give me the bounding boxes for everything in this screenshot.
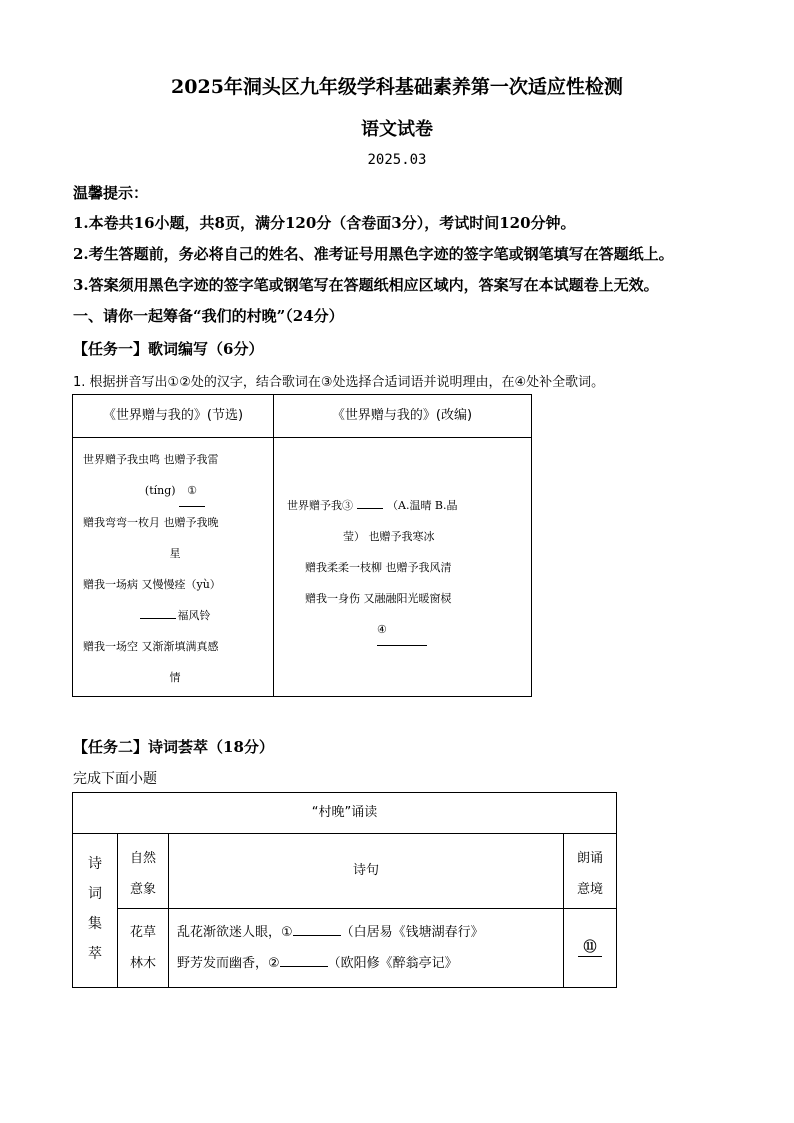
row-mood [564, 917, 616, 979]
header-mood: 朗诵 意境 [576, 851, 603, 897]
answer-blank-4: ④ [377, 614, 427, 646]
tip-item: 3.答案须用黑色字迹的签字笔或钢笔写在答题纸相应区域内，答案写在本试题卷上无效。 [73, 276, 659, 294]
lyric-line: 福风铃 [83, 600, 267, 631]
original-lyrics [83, 444, 267, 693]
tips-heading: 温馨提示： [73, 184, 149, 202]
answer-blank-poem-1 [293, 935, 341, 936]
header-imagery: 自然 意象 [129, 851, 156, 897]
tip-item: 1.本卷共16小题，共8页，满分120分（含卷面3分），考试时间120分钟。 [73, 214, 576, 232]
lyric-line: 赠我一场病 又慢慢痊（yù） [83, 578, 221, 591]
lyric-line: 赠我一身伤 又融融阳光暖窗棂 [305, 592, 452, 605]
lyrics-table-header-original: 《世界赠与我的》(节选) [102, 408, 244, 423]
lyric-line: 莹） 也赠予我寒冰 [343, 530, 435, 543]
lyric-line: 赠我弯弯一枚月 也赠予我晚 [83, 516, 219, 529]
lyric-line: 世界赠予我③ （A.温晴 B.晶 [287, 499, 458, 512]
answer-blank-poem-2 [280, 966, 328, 967]
exam-title: 2025年洞头区九年级学科基础素养第一次适应性检测 [171, 76, 623, 98]
row-poem-lines [177, 917, 561, 979]
adapted-lyrics [287, 490, 527, 646]
side-label: 诗 词 集 萃 [88, 856, 102, 962]
tip-item: 2.考生答题前，务必将自己的姓名、准考证号用黑色字迹的签字笔或钢笔填写在答题纸上。 [73, 245, 674, 263]
question-1: 1. 根据拼音写出①②处的汉字，结合歌词在③处选择合适词语并说明理由，在④处补全歌词。 [73, 375, 605, 390]
answer-blank-2 [140, 617, 176, 619]
task2-instruction: 完成下面小题 [73, 771, 157, 787]
task1-heading: 【任务一】歌词编写（6分） [73, 340, 264, 358]
poetry-table [72, 792, 617, 988]
exam-subtitle: 语文试卷 [361, 119, 433, 140]
lyric-line [287, 614, 527, 646]
row-imagery: 花草 林木 [129, 925, 156, 971]
lyrics-table-header-adapted: 《世界赠与我的》(改编) [331, 408, 473, 423]
lyric-line: 星 [169, 547, 181, 560]
section-heading: 一、请你一起筹备“我们的村晚”（24分） [73, 307, 344, 325]
poem-line: 野芳发而幽香，② （欧阳修《醉翁亭记》 [177, 956, 458, 971]
answer-blank-mood: ⑪ [578, 940, 602, 957]
answer-blank-3 [357, 508, 383, 509]
poem-line: 乱花渐欲迷人眼，① （白居易《钱塘湖春行》 [177, 925, 484, 940]
lyric-line: 赠我一场空 又渐渐填满真感 [83, 640, 219, 653]
lyric-line: 赠我柔柔一枝柳 也赠予我风清 [305, 561, 452, 574]
task2-heading: 【任务二】诗词荟萃（18分） [73, 738, 274, 756]
lyric-line: 情 [169, 671, 181, 684]
header-poem-lines: 诗句 [352, 863, 379, 878]
exam-date: 2025.03 [367, 152, 427, 168]
poetry-table-title: “村晚”诵读 [311, 805, 378, 820]
lyrics-table [72, 394, 532, 697]
lyric-line: 世界赠予我虫鸣 也赠予我雷 [83, 453, 219, 466]
answer-blank-1: ① [179, 475, 205, 507]
lyric-line: (tíng) ① [83, 475, 267, 507]
